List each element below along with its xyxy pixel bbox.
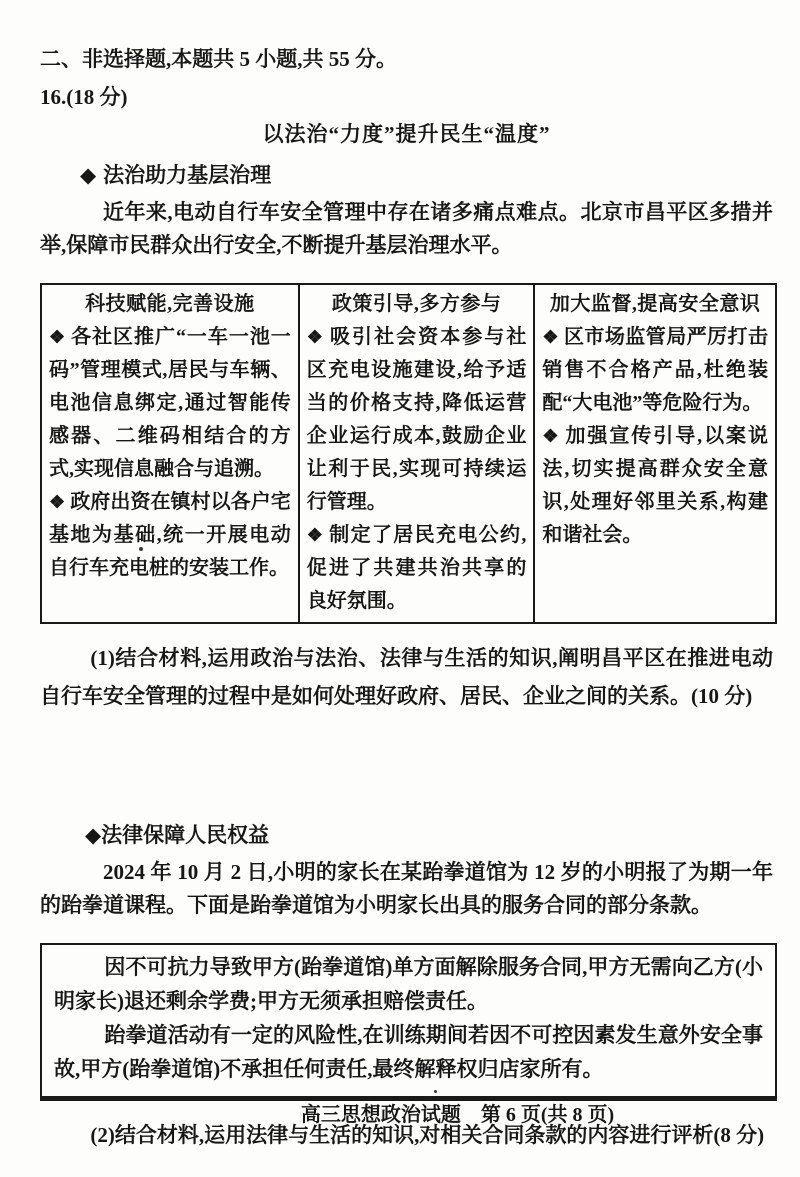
bullet-text: 区市场监管局严厉打击销售不合格产品,杜绝装配“大电池”等危险行为。 [542, 326, 769, 414]
bullet-text: 各社区推广“一车一池一码”管理模式,居民与车辆、电池信息绑定,通过智能传感器、二维码相结合的方式,实现信息融合与追溯。 [49, 326, 291, 480]
question-2-text: (2)结合材料,运用法律与生活的知识,对相关合同条款的内容进行评析(8 分) [90, 1123, 765, 1147]
contract-clause: 跆拳道活动有一定的风险性,在训练期间若因不可控因素发生意外安全事故,甲方(跆拳道馆)不承担任何责任,最终解释权归店家所有。 [54, 1023, 763, 1081]
part2-heading [40, 819, 773, 849]
measures-table [40, 283, 777, 624]
list-item [49, 486, 291, 585]
table-row [41, 284, 776, 623]
scan-artifact-dot [139, 547, 143, 551]
part2-intro-paragraph: 2024 年 10 月 2 日,小明的家长在某跆拳道馆为 12 岁的小明报了为期一年的跆拳道课程。下面是跆拳道馆为小明家长出具的服务合同的部分条款。 [40, 860, 773, 917]
part1-heading [40, 159, 773, 189]
table-cell-policy [299, 284, 535, 623]
page-footer: 高三思想政治试题 第 6 页(共 8 页) [300, 1104, 615, 1126]
diamond-icon: ◆ [85, 823, 102, 847]
four-diamond-bullet-icon: ❖ [49, 327, 67, 347]
part1-intro-paragraph: 近年来,电动自行车安全管理中存在诸多痛点难点。北京市昌平区多措并举,保障市民群众出行安全,不断提升基层治理水平。 [40, 200, 773, 257]
table-cell-supervision [534, 284, 776, 623]
part1-heading-label: 法治助力基层治理 [103, 163, 272, 187]
diamond-icon: ◆ [80, 163, 97, 187]
four-diamond-bullet-icon: ❖ [306, 327, 325, 347]
column-header: 加大监督,提高安全意识 [549, 293, 761, 315]
part2-heading-label: 法律保障人民权益 [101, 823, 270, 847]
list-item [542, 420, 768, 552]
bullet-text: 吸引社会资本参与社区充电设施建设,给予适当的价格支持,降低运营企业运行成本,鼓励企业让利于民,实现可持续运行管理。 [306, 326, 527, 513]
list-item [307, 321, 527, 519]
column-header: 政策引导,多方参与 [331, 293, 502, 315]
four-diamond-bullet-icon: ❖ [542, 327, 559, 347]
four-diamond-bullet-icon: ❖ [49, 492, 66, 512]
list-item [49, 321, 291, 486]
bullet-text: 加强宣传引导,以案说法,切实提高群众安全意识,处理好邻里关系,构建和谐社会。 [542, 425, 769, 546]
four-diamond-bullet-icon: ❖ [542, 426, 561, 446]
column-header: 科技赋能,完善设施 [85, 293, 255, 315]
question-number: 16.(18 分) [40, 85, 128, 109]
contract-clause: 因不可抗力导致甲方(跆拳道馆)单方面解除服务合同,甲方无需向乙方(小明家长)退还剩余学费;甲方无须承担赔偿责任。 [54, 955, 763, 1013]
bullet-text: 制定了居民充电公约,促进了共建共治共享的良好氛围。 [306, 524, 527, 612]
four-diamond-bullet-icon: ❖ [306, 525, 325, 545]
bullet-text: 政府出资在镇村以各户宅基地为基础,统一开展电动自行车充电桩的安装工作。 [49, 491, 291, 579]
contract-clauses-box [40, 943, 777, 1101]
section-heading: 二、非选择题,本题共 5 小题,共 55 分。 [40, 47, 397, 71]
essay-title: 以法治“力度”提升民生“温度” [262, 122, 551, 146]
question-1-text: (1)结合材料,运用政治与法治、法律与生活的知识,阐明昌平区在推进电动自行车安全管理的过程中是如何处理好政府、居民、企业之间的关系。(10 分) [40, 646, 773, 708]
list-item [542, 321, 768, 420]
scan-artifact-dot [434, 1090, 437, 1093]
list-item [307, 519, 527, 618]
table-cell-technology [41, 284, 299, 623]
